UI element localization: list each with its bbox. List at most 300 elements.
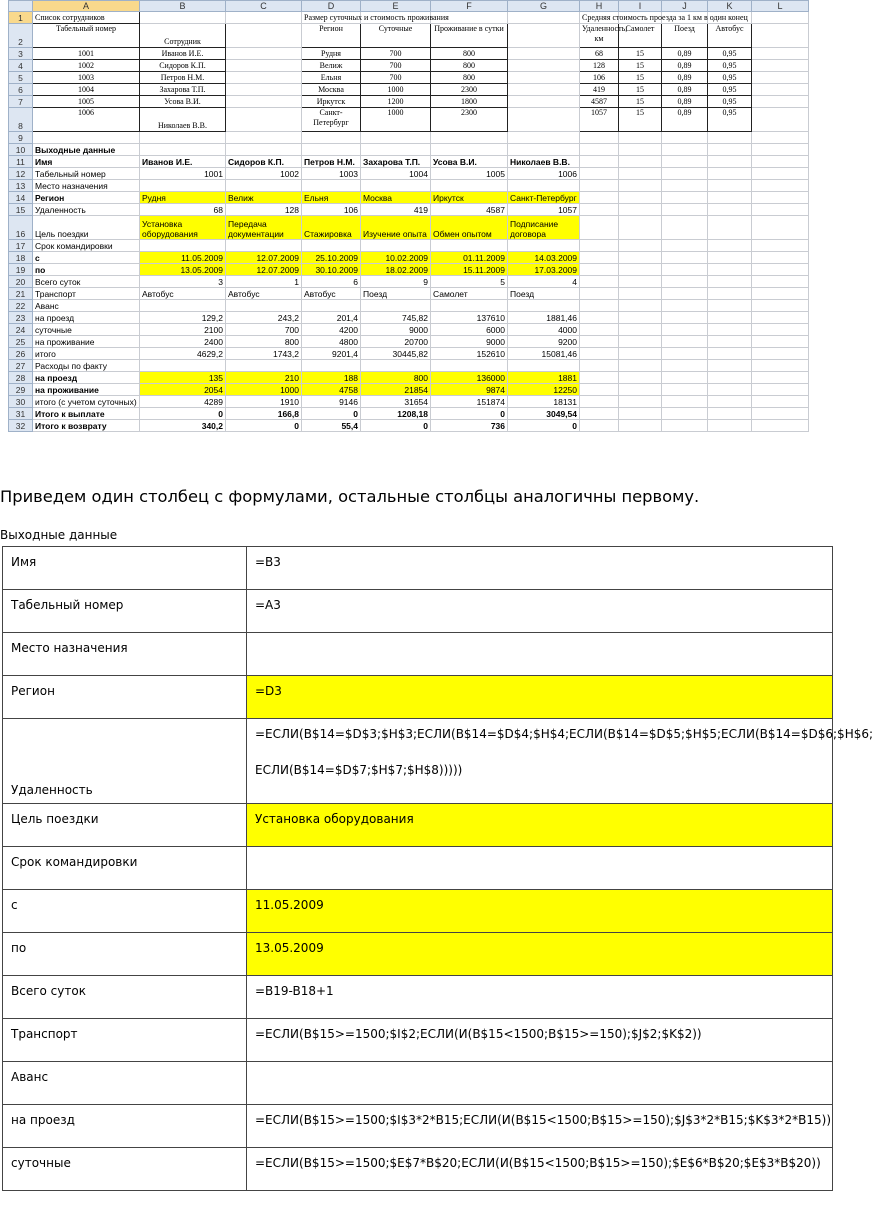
cell-j6[interactable]: 0,89 — [662, 84, 708, 96]
cell-b3[interactable]: Иванов И.Е. — [140, 48, 226, 60]
cell-empty-14-1[interactable] — [619, 192, 662, 204]
column-header-i[interactable]: I — [619, 1, 662, 12]
cell-e15[interactable]: 419 — [361, 204, 431, 216]
cell-f27[interactable] — [431, 360, 508, 372]
cell-empty-10-4[interactable] — [752, 144, 809, 156]
cell-empty-25-0[interactable] — [580, 336, 619, 348]
cell-empty-27-1[interactable] — [619, 360, 662, 372]
cell-empty-22-0[interactable] — [580, 300, 619, 312]
cell-g17[interactable] — [508, 240, 580, 252]
cell-c8[interactable] — [226, 108, 302, 132]
cell-empty-24-2[interactable] — [662, 324, 708, 336]
cell-c2[interactable] — [226, 24, 302, 48]
cell-c32[interactable]: 0 — [226, 420, 302, 432]
cell-empty-19-3[interactable] — [708, 264, 752, 276]
cell-b7[interactable]: Усова В.И. — [140, 96, 226, 108]
cell-empty-32-4[interactable] — [752, 420, 809, 432]
cell-d18[interactable]: 25.10.2009 — [302, 252, 361, 264]
cell-i7[interactable]: 15 — [619, 96, 662, 108]
cell-f20[interactable]: 5 — [431, 276, 508, 288]
cell-empty-21-3[interactable] — [708, 288, 752, 300]
cell-c5[interactable] — [226, 72, 302, 84]
cell-l1[interactable] — [752, 12, 809, 24]
row-header-15[interactable]: 15 — [9, 204, 33, 216]
cell-f2[interactable]: Проживание в сутки — [431, 24, 508, 48]
cell-f16[interactable]: Обмен опытом — [431, 216, 508, 240]
cell-empty-17-3[interactable] — [708, 240, 752, 252]
cell-empty-15-4[interactable] — [752, 204, 809, 216]
cell-empty-12-1[interactable] — [619, 168, 662, 180]
cell-c19[interactable]: 12.07.2009 — [226, 264, 302, 276]
cell-d11[interactable]: Петров Н.М. — [302, 156, 361, 168]
cell-c31[interactable]: 166,8 — [226, 408, 302, 420]
cell-empty-20-0[interactable] — [580, 276, 619, 288]
cell-l4[interactable] — [752, 60, 809, 72]
cell-f15[interactable]: 4587 — [431, 204, 508, 216]
cell-l8[interactable] — [752, 108, 809, 132]
cell-c28[interactable]: 210 — [226, 372, 302, 384]
cell-a29[interactable]: на проживание — [33, 384, 140, 396]
cell-empty-25-2[interactable] — [662, 336, 708, 348]
cell-empty-9-3[interactable] — [708, 132, 752, 144]
cell-g25[interactable]: 9200 — [508, 336, 580, 348]
cell-f22[interactable] — [431, 300, 508, 312]
cell-b12[interactable]: 1001 — [140, 168, 226, 180]
cell-empty-25-4[interactable] — [752, 336, 809, 348]
cell-e8[interactable]: 1000 — [361, 108, 431, 132]
cell-d28[interactable]: 188 — [302, 372, 361, 384]
cell-h3[interactable]: 68 — [580, 48, 619, 60]
cell-d16[interactable]: Стажировка — [302, 216, 361, 240]
cell-empty-12-0[interactable] — [580, 168, 619, 180]
cell-empty-26-2[interactable] — [662, 348, 708, 360]
cell-e2[interactable]: Суточные — [361, 24, 431, 48]
cell-l2[interactable] — [752, 24, 809, 48]
cell-empty-23-4[interactable] — [752, 312, 809, 324]
column-header-e[interactable]: E — [361, 1, 431, 12]
cell-e20[interactable]: 9 — [361, 276, 431, 288]
cell-empty-19-0[interactable] — [580, 264, 619, 276]
cell-c13[interactable] — [226, 180, 302, 192]
cell-b30[interactable]: 4289 — [140, 396, 226, 408]
cell-l3[interactable] — [752, 48, 809, 60]
cell-e28[interactable]: 800 — [361, 372, 431, 384]
cell-d30[interactable]: 9146 — [302, 396, 361, 408]
cell-empty-23-2[interactable] — [662, 312, 708, 324]
cell-empty-19-1[interactable] — [619, 264, 662, 276]
cell-d32[interactable]: 55,4 — [302, 420, 361, 432]
cell-a30[interactable]: итого (с учетом суточных) — [33, 396, 140, 408]
row-header-10[interactable]: 10 — [9, 144, 33, 156]
cell-a25[interactable]: на проживание — [33, 336, 140, 348]
cell-a10[interactable]: Выходные данные — [33, 144, 140, 156]
cell-g16[interactable]: Подписание договора — [508, 216, 580, 240]
cell-h5[interactable]: 106 — [580, 72, 619, 84]
cell-d10[interactable] — [302, 144, 361, 156]
cell-a6[interactable]: 1004 — [33, 84, 140, 96]
row-header-14[interactable]: 14 — [9, 192, 33, 204]
cell-empty-14-3[interactable] — [708, 192, 752, 204]
cell-b6[interactable]: Захарова Т.П. — [140, 84, 226, 96]
row-header-32[interactable]: 32 — [9, 420, 33, 432]
column-header-f[interactable]: F — [431, 1, 508, 12]
cell-g2[interactable] — [508, 24, 580, 48]
row-header-1[interactable]: 1 — [9, 12, 33, 24]
cell-empty-11-3[interactable] — [708, 156, 752, 168]
row-header-21[interactable]: 21 — [9, 288, 33, 300]
cell-e25[interactable]: 20700 — [361, 336, 431, 348]
cell-empty-25-1[interactable] — [619, 336, 662, 348]
cell-f10[interactable] — [431, 144, 508, 156]
cell-f4[interactable]: 800 — [431, 60, 508, 72]
cell-g28[interactable]: 1881 — [508, 372, 580, 384]
cell-c7[interactable] — [226, 96, 302, 108]
cell-e9[interactable] — [361, 132, 431, 144]
cell-g23[interactable]: 1881,46 — [508, 312, 580, 324]
cell-a11[interactable]: Имя — [33, 156, 140, 168]
cell-b1[interactable] — [140, 12, 226, 24]
cell-a32[interactable]: Итого к возврату — [33, 420, 140, 432]
cell-empty-26-3[interactable] — [708, 348, 752, 360]
cell-d4[interactable]: Велиж — [302, 60, 361, 72]
cell-g31[interactable]: 3049,54 — [508, 408, 580, 420]
cell-empty-29-4[interactable] — [752, 384, 809, 396]
cell-a21[interactable]: Транспорт — [33, 288, 140, 300]
cell-c17[interactable] — [226, 240, 302, 252]
cell-b21[interactable]: Автобус — [140, 288, 226, 300]
cell-b14[interactable]: Рудня — [140, 192, 226, 204]
cell-l6[interactable] — [752, 84, 809, 96]
cell-b32[interactable]: 340,2 — [140, 420, 226, 432]
cell-b10[interactable] — [140, 144, 226, 156]
cell-c20[interactable]: 1 — [226, 276, 302, 288]
cell-c12[interactable]: 1002 — [226, 168, 302, 180]
cell-empty-14-2[interactable] — [662, 192, 708, 204]
cell-empty-16-1[interactable] — [619, 216, 662, 240]
cell-empty-13-3[interactable] — [708, 180, 752, 192]
cell-j4[interactable]: 0,89 — [662, 60, 708, 72]
cell-f12[interactable]: 1005 — [431, 168, 508, 180]
cell-f25[interactable]: 9000 — [431, 336, 508, 348]
cell-empty-11-2[interactable] — [662, 156, 708, 168]
cell-e23[interactable]: 745,82 — [361, 312, 431, 324]
column-header-b[interactable]: B — [140, 1, 226, 12]
cell-a8[interactable]: 1006 — [33, 108, 140, 132]
row-header-12[interactable]: 12 — [9, 168, 33, 180]
cell-e7[interactable]: 1200 — [361, 96, 431, 108]
cell-h1[interactable]: Средняя стоимость проезда за 1 км в один конец — [580, 12, 619, 24]
cell-j8[interactable]: 0,89 — [662, 108, 708, 132]
cell-f13[interactable] — [431, 180, 508, 192]
row-header-28[interactable]: 28 — [9, 372, 33, 384]
cell-c26[interactable]: 1743,2 — [226, 348, 302, 360]
cell-f30[interactable]: 151874 — [431, 396, 508, 408]
cell-i4[interactable]: 15 — [619, 60, 662, 72]
row-header-8[interactable]: 8 — [9, 108, 33, 132]
cell-empty-13-1[interactable] — [619, 180, 662, 192]
cell-c30[interactable]: 1910 — [226, 396, 302, 408]
cell-g9[interactable] — [508, 132, 580, 144]
cell-d25[interactable]: 4800 — [302, 336, 361, 348]
cell-g15[interactable]: 1057 — [508, 204, 580, 216]
cell-empty-25-3[interactable] — [708, 336, 752, 348]
cell-a3[interactable]: 1001 — [33, 48, 140, 60]
cell-k7[interactable]: 0,95 — [708, 96, 752, 108]
cell-a27[interactable]: Расходы по факту — [33, 360, 140, 372]
cell-d12[interactable]: 1003 — [302, 168, 361, 180]
cell-e13[interactable] — [361, 180, 431, 192]
cell-f6[interactable]: 2300 — [431, 84, 508, 96]
column-header-d[interactable]: D — [302, 1, 361, 12]
cell-g29[interactable]: 12250 — [508, 384, 580, 396]
cell-empty-24-0[interactable] — [580, 324, 619, 336]
cell-g5[interactable] — [508, 72, 580, 84]
cell-g6[interactable] — [508, 84, 580, 96]
cell-e18[interactable]: 10.02.2009 — [361, 252, 431, 264]
cell-i3[interactable]: 15 — [619, 48, 662, 60]
cell-a28[interactable]: на проезд — [33, 372, 140, 384]
cell-d5[interactable]: Ельня — [302, 72, 361, 84]
cell-d2[interactable]: Регион — [302, 24, 361, 48]
cell-e6[interactable]: 1000 — [361, 84, 431, 96]
cell-b15[interactable]: 68 — [140, 204, 226, 216]
cell-c27[interactable] — [226, 360, 302, 372]
cell-empty-20-2[interactable] — [662, 276, 708, 288]
cell-g19[interactable]: 17.03.2009 — [508, 264, 580, 276]
cell-g18[interactable]: 14.03.2009 — [508, 252, 580, 264]
cell-l7[interactable] — [752, 96, 809, 108]
cell-c22[interactable] — [226, 300, 302, 312]
cell-b5[interactable]: Петров Н.М. — [140, 72, 226, 84]
cell-c24[interactable]: 700 — [226, 324, 302, 336]
cell-b11[interactable]: Иванов И.Е. — [140, 156, 226, 168]
cell-b4[interactable]: Сидоров К.П. — [140, 60, 226, 72]
cell-b2[interactable]: Сотрудник — [140, 24, 226, 48]
cell-f19[interactable]: 15.11.2009 — [431, 264, 508, 276]
cell-empty-24-4[interactable] — [752, 324, 809, 336]
row-header-18[interactable]: 18 — [9, 252, 33, 264]
cell-empty-28-0[interactable] — [580, 372, 619, 384]
cell-empty-11-4[interactable] — [752, 156, 809, 168]
cell-empty-14-4[interactable] — [752, 192, 809, 204]
cell-c16[interactable]: Передача документации — [226, 216, 302, 240]
cell-f29[interactable]: 9874 — [431, 384, 508, 396]
cell-c3[interactable] — [226, 48, 302, 60]
row-header-16[interactable]: 16 — [9, 216, 33, 240]
cell-empty-22-2[interactable] — [662, 300, 708, 312]
cell-j7[interactable]: 0,89 — [662, 96, 708, 108]
cell-f18[interactable]: 01.11.2009 — [431, 252, 508, 264]
cell-empty-13-4[interactable] — [752, 180, 809, 192]
cell-empty-28-3[interactable] — [708, 372, 752, 384]
row-header-25[interactable]: 25 — [9, 336, 33, 348]
cell-g20[interactable]: 4 — [508, 276, 580, 288]
row-header-2[interactable]: 2 — [9, 24, 33, 48]
cell-a19[interactable]: по — [33, 264, 140, 276]
cell-i8[interactable]: 15 — [619, 108, 662, 132]
cell-empty-30-2[interactable] — [662, 396, 708, 408]
cell-d21[interactable]: Автобус — [302, 288, 361, 300]
cell-k6[interactable]: 0,95 — [708, 84, 752, 96]
cell-d29[interactable]: 4758 — [302, 384, 361, 396]
cell-f32[interactable]: 736 — [431, 420, 508, 432]
cell-empty-23-0[interactable] — [580, 312, 619, 324]
cell-d31[interactable]: 0 — [302, 408, 361, 420]
cell-empty-10-1[interactable] — [619, 144, 662, 156]
cell-empty-16-3[interactable] — [708, 216, 752, 240]
column-header-g[interactable]: G — [508, 1, 580, 12]
cell-empty-27-3[interactable] — [708, 360, 752, 372]
cell-j5[interactable]: 0,89 — [662, 72, 708, 84]
cell-b27[interactable] — [140, 360, 226, 372]
row-header-17[interactable]: 17 — [9, 240, 33, 252]
cell-empty-21-1[interactable] — [619, 288, 662, 300]
cell-empty-31-0[interactable] — [580, 408, 619, 420]
cell-empty-26-0[interactable] — [580, 348, 619, 360]
cell-empty-20-3[interactable] — [708, 276, 752, 288]
cell-k4[interactable]: 0,95 — [708, 60, 752, 72]
column-header-c[interactable]: C — [226, 1, 302, 12]
cell-f23[interactable]: 137610 — [431, 312, 508, 324]
cell-empty-30-0[interactable] — [580, 396, 619, 408]
cell-empty-15-3[interactable] — [708, 204, 752, 216]
cell-empty-17-4[interactable] — [752, 240, 809, 252]
cell-e11[interactable]: Захарова Т.П. — [361, 156, 431, 168]
cell-d15[interactable]: 106 — [302, 204, 361, 216]
cell-h6[interactable]: 419 — [580, 84, 619, 96]
cell-empty-32-0[interactable] — [580, 420, 619, 432]
cell-a12[interactable]: Табельный номер — [33, 168, 140, 180]
cell-empty-19-2[interactable] — [662, 264, 708, 276]
cell-e27[interactable] — [361, 360, 431, 372]
cell-g30[interactable]: 18131 — [508, 396, 580, 408]
cell-empty-10-0[interactable] — [580, 144, 619, 156]
cell-empty-10-2[interactable] — [662, 144, 708, 156]
cell-f8[interactable]: 2300 — [431, 108, 508, 132]
cell-a15[interactable]: Удаленность — [33, 204, 140, 216]
cell-empty-29-3[interactable] — [708, 384, 752, 396]
cell-i2[interactable]: Самолет — [619, 24, 662, 48]
cell-i5[interactable]: 15 — [619, 72, 662, 84]
cell-d24[interactable]: 4200 — [302, 324, 361, 336]
cell-empty-30-1[interactable] — [619, 396, 662, 408]
cell-empty-12-3[interactable] — [708, 168, 752, 180]
cell-empty-29-0[interactable] — [580, 384, 619, 396]
cell-empty-28-4[interactable] — [752, 372, 809, 384]
cell-empty-26-4[interactable] — [752, 348, 809, 360]
cell-e12[interactable]: 1004 — [361, 168, 431, 180]
cell-e14[interactable]: Москва — [361, 192, 431, 204]
cell-empty-16-0[interactable] — [580, 216, 619, 240]
cell-empty-30-3[interactable] — [708, 396, 752, 408]
cell-empty-22-4[interactable] — [752, 300, 809, 312]
cell-k3[interactable]: 0,95 — [708, 48, 752, 60]
cell-h2[interactable]: Удаленность, км — [580, 24, 619, 48]
row-header-27[interactable]: 27 — [9, 360, 33, 372]
cell-c9[interactable] — [226, 132, 302, 144]
select-all-corner[interactable] — [9, 1, 33, 12]
cell-empty-15-2[interactable] — [662, 204, 708, 216]
cell-c18[interactable]: 12.07.2009 — [226, 252, 302, 264]
cell-b8[interactable]: Николаев В.В. — [140, 108, 226, 132]
cell-g27[interactable] — [508, 360, 580, 372]
cell-b9[interactable] — [140, 132, 226, 144]
cell-c25[interactable]: 800 — [226, 336, 302, 348]
cell-e22[interactable] — [361, 300, 431, 312]
cell-e29[interactable]: 21854 — [361, 384, 431, 396]
cell-empty-31-4[interactable] — [752, 408, 809, 420]
cell-empty-18-1[interactable] — [619, 252, 662, 264]
cell-a24[interactable]: суточные — [33, 324, 140, 336]
cell-c10[interactable] — [226, 144, 302, 156]
cell-empty-23-3[interactable] — [708, 312, 752, 324]
cell-a1[interactable]: Список сотрудников — [33, 12, 140, 24]
cell-empty-21-0[interactable] — [580, 288, 619, 300]
cell-empty-9-1[interactable] — [619, 132, 662, 144]
cell-j3[interactable]: 0,89 — [662, 48, 708, 60]
cell-d14[interactable]: Ельня — [302, 192, 361, 204]
cell-e10[interactable] — [361, 144, 431, 156]
cell-a31[interactable]: Итого к выплате — [33, 408, 140, 420]
cell-g21[interactable]: Поезд — [508, 288, 580, 300]
cell-f17[interactable] — [431, 240, 508, 252]
cell-c14[interactable]: Велиж — [226, 192, 302, 204]
cell-f14[interactable]: Иркутск — [431, 192, 508, 204]
cell-f9[interactable] — [431, 132, 508, 144]
cell-g12[interactable]: 1006 — [508, 168, 580, 180]
cell-k2[interactable]: Автобус — [708, 24, 752, 48]
row-header-7[interactable]: 7 — [9, 96, 33, 108]
cell-empty-27-4[interactable] — [752, 360, 809, 372]
cell-a9[interactable] — [33, 132, 140, 144]
cell-a4[interactable]: 1002 — [33, 60, 140, 72]
cell-e26[interactable]: 30445,82 — [361, 348, 431, 360]
cell-g24[interactable]: 4000 — [508, 324, 580, 336]
cell-b17[interactable] — [140, 240, 226, 252]
cell-empty-20-1[interactable] — [619, 276, 662, 288]
cell-g8[interactable] — [508, 108, 580, 132]
cell-c1[interactable] — [226, 12, 302, 24]
cell-f28[interactable]: 136000 — [431, 372, 508, 384]
cell-g13[interactable] — [508, 180, 580, 192]
cell-e31[interactable]: 1208,18 — [361, 408, 431, 420]
cell-d6[interactable]: Москва — [302, 84, 361, 96]
cell-b26[interactable]: 4629,2 — [140, 348, 226, 360]
cell-empty-24-3[interactable] — [708, 324, 752, 336]
cell-empty-11-1[interactable] — [619, 156, 662, 168]
row-header-29[interactable]: 29 — [9, 384, 33, 396]
cell-empty-12-2[interactable] — [662, 168, 708, 180]
cell-c11[interactable]: Сидоров К.П. — [226, 156, 302, 168]
cell-b16[interactable]: Установка оборудования — [140, 216, 226, 240]
cell-c21[interactable]: Автобус — [226, 288, 302, 300]
cell-empty-18-3[interactable] — [708, 252, 752, 264]
cell-g10[interactable] — [508, 144, 580, 156]
cell-k5[interactable]: 0,95 — [708, 72, 752, 84]
cell-empty-28-2[interactable] — [662, 372, 708, 384]
row-header-13[interactable]: 13 — [9, 180, 33, 192]
cell-empty-20-4[interactable] — [752, 276, 809, 288]
row-header-4[interactable]: 4 — [9, 60, 33, 72]
cell-a16[interactable]: Цель поездки — [33, 216, 140, 240]
cell-i6[interactable]: 15 — [619, 84, 662, 96]
column-header-l[interactable]: L — [752, 1, 809, 12]
row-header-20[interactable]: 20 — [9, 276, 33, 288]
cell-b25[interactable]: 2400 — [140, 336, 226, 348]
cell-g4[interactable] — [508, 60, 580, 72]
cell-d7[interactable]: Иркутск — [302, 96, 361, 108]
column-header-j[interactable]: J — [662, 1, 708, 12]
